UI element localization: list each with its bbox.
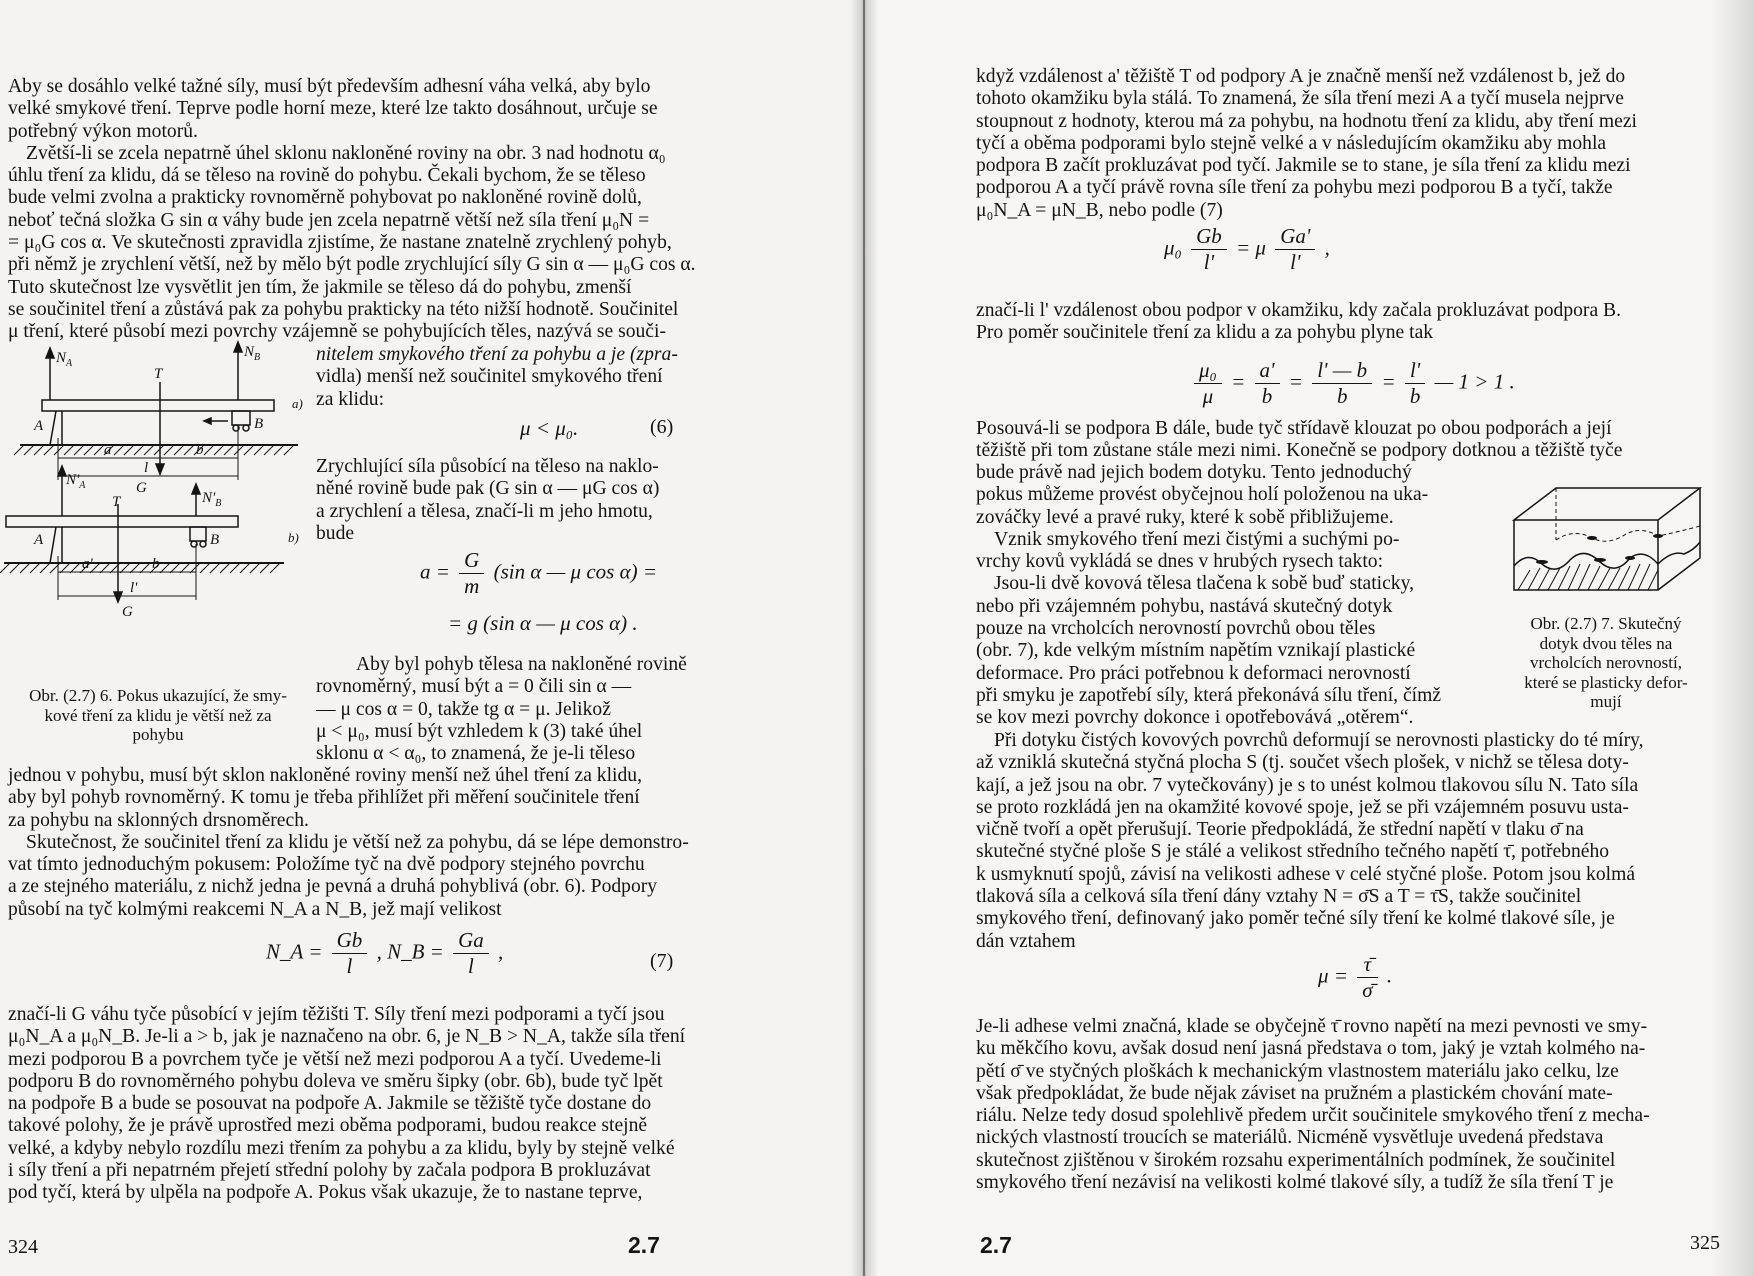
text-line: Aby se dosáhlo velké tažné síly, musí být především adhesní váha velká, aby bylo: [8, 76, 651, 97]
text-line: pod tyčí, která by ulpěla na podpoře A. Pokus však ukazuje, že to nastane teprve,: [8, 1182, 643, 1204]
text-line: pouze na vrcholcích nerovností povrchů obou těles: [976, 618, 1376, 640]
text-line: mezi podporou B a povrchem tyče je větší než mezi podporou A a tyčí. Uvedeme-li: [8, 1048, 662, 1070]
text-line: vidla) menší než součinitel smykového tření: [316, 366, 663, 388]
text-line: smykového tření, definovaný jako poměr tečné síly tření ke kolmé tlakové síle, je: [976, 908, 1615, 930]
fraction-denominator: l: [467, 954, 474, 978]
caption-line: Obr. (2.7) 6. Pokus ukazující, že smy-: [29, 686, 287, 705]
fraction-numerator: τ̄: [1357, 952, 1377, 978]
caption-line: mují: [1590, 692, 1622, 711]
label-B-b: B: [210, 532, 220, 548]
text-line: Aby byl pohyb tělesa na nakloněné rovině: [356, 654, 687, 675]
fraction-denominator: σ̄: [1362, 978, 1373, 1002]
fraction-denominator: l: [346, 954, 353, 978]
text-line: Zrychlující síla působící na těleso na naklo-: [316, 456, 659, 477]
right-paragraph-contact: [976, 462, 1480, 730]
label-NA: $N_A$: [56, 350, 73, 369]
text-line: neboť tečná složka G sin α váhy bude jen zcela nepatrně větší než síla tření μ₀N =: [8, 209, 650, 231]
text-line: bude velmi zvolna a prakticky rovnoměrně pohybovat po nakloněné rovině dolů,: [8, 187, 642, 209]
label-B-a: B: [254, 416, 264, 432]
fraction: [332, 928, 368, 979]
text-line: bude: [316, 522, 355, 544]
text-line: vrchy kovů vykládá se dnes v hrubých rysech takto:: [976, 551, 1384, 573]
text-line: velké smykové tření. Teprve podle horní meze, které lze takto dosáhnout, určuje se: [8, 98, 658, 120]
text-line: (obr. 7), kde velkým místním napětím vznikají plastické: [976, 640, 1416, 662]
formula-lhs: N_A =: [266, 939, 323, 964]
text-line: dán vztahem: [976, 930, 1076, 952]
text-line: tlaková síla a celková síla tření dány vztahy N = σ̄S a T = τ̄S, takže součinitel: [976, 886, 1582, 908]
text-line: vat tímto jednoduchým pokusem: Položíme tyč na dvě podpory stejného povrchu: [8, 854, 645, 876]
text-line: pokus můžeme provést obyčejnou holí položenou na uka-: [976, 484, 1429, 506]
page-number-left: 324: [8, 1236, 38, 1258]
fraction-numerator: μ₀: [1194, 358, 1222, 384]
text-line: Při dotyku čistých kovových povrchů deformují se nerovnosti plasticky do té míry,: [994, 730, 1644, 751]
text-line: značí-li G váhu tyče působící v jejím těžišti T. Síly tření mezi podporami a tyčí jsou: [8, 1004, 665, 1025]
caption-line: pohybu: [132, 725, 184, 744]
text-line: když vzdálenost a' těžiště T od podpory A je značně menší než vzdálenost b, jež do: [976, 66, 1626, 87]
text-line: na podpoře B a bude se posouvat na podpoře A. Jakmile se těžiště tyče dostane do: [8, 1093, 652, 1115]
text-line: za klidu:: [316, 388, 385, 410]
text-line: bude právě nad jejich bodem dotyku. Tento jednoduchý: [976, 462, 1412, 483]
text-line: značí-li l' vzdálenost obou podpor v okamžiku, kdy začala prokluzávat podpora B.: [976, 300, 1622, 321]
fraction-numerator: G: [459, 548, 484, 574]
label-NA2: $N'_A$: [66, 472, 86, 491]
text-line: a ze stejného materiálu, z nichž jedna je pevná a druhá pohyblivá (obr. 6). Podpory: [8, 876, 658, 898]
section-number-left: 2.7: [628, 1232, 660, 1258]
text-line: Posouvá-li se podpora B dále, bude tyč střídavě klouzat po obou podporách a její: [976, 418, 1612, 439]
text-line: jednou v pohybu, musí být sklon nakloněné roviny menší než úhel tření za klidu,: [8, 765, 642, 786]
fraction: [1275, 224, 1315, 275]
equation-number-7: (7): [650, 950, 674, 972]
text-line: smykového tření nezávisí na velikosti kolmé tlakové síly, a tudíž že síla tření T je: [976, 1172, 1614, 1194]
text-line: deformace. Pro práci potřebnou k deformaci nerovností: [976, 662, 1411, 684]
text-line: velké, a kdyby nebylo rozdílu mezi třením za pohybu a za klidu, byly by stejně velké: [8, 1137, 675, 1159]
text-line: se proto rozkládá jen na okamžité kovové spoje, jež se při vzájemném posuvu usta-: [976, 796, 1629, 818]
text-line: i síly tření a při nepatrném přejetí střední polohy by začala podpora B prokluzávat: [8, 1160, 651, 1182]
label-A-b: A: [34, 532, 44, 548]
fraction-denominator: l': [1203, 250, 1215, 274]
formula-mu-ratio: [1318, 952, 1392, 1003]
text-line: — μ cos α = 0, takže tg α = μ. Jelikož: [316, 698, 611, 720]
text-line: něné rovině bude pak (G sin α — μG cos α): [316, 478, 660, 500]
text-line: těžiště při tom zůstane stále mezi nimi. Konečně se podpory dotknou a těžiště tyče: [976, 440, 1623, 462]
text-line: nitelem smykového tření za pohybu a je (zpra-: [316, 344, 678, 365]
text-line: podpora B začít prokluzávat pod tyčí. Jakmile se to stane, je síla tření za klidu mezi: [976, 155, 1631, 177]
fraction: [1255, 358, 1280, 409]
text-line: podporu B do rovnoměrného pohybu doleva ve směru šipky (obr. 6b), bude tyč lpět: [8, 1070, 663, 1092]
right-paragraph-top: [976, 66, 1664, 222]
figure-7-diagram: [1508, 480, 1708, 610]
fraction-numerator: Ga: [453, 928, 489, 954]
text-line: se kov mezi povrchy dokonce i opotřebovává „otěrem“.: [976, 707, 1414, 729]
formula-lhs: μ =: [1318, 963, 1348, 988]
formula-mid: = μ: [1236, 235, 1266, 260]
left-paragraph-definition: [316, 344, 676, 411]
fraction-numerator: Gb: [1191, 224, 1227, 250]
acceleration-formula-line2: = g (sin α — μ cos α) .: [448, 611, 638, 635]
section-number-right: 2.7: [980, 1232, 1012, 1258]
fraction-denominator: b: [1336, 384, 1348, 408]
figure-6-caption: [8, 686, 308, 745]
text-line: tohoto okamžiku byla stálá. To znamená, že síla tření mezi A a tyčí musela nejprve: [976, 88, 1624, 110]
formula-friction-equality: [1164, 224, 1330, 275]
label-b-part: b): [288, 530, 299, 545]
label-T-a: T: [154, 366, 163, 382]
caption-line: které se plasticky defor-: [1524, 672, 1688, 692]
text-line: μ₀N_A = μN_B, nebo podle (7): [976, 199, 1223, 221]
text-line: podporou A a tyčí právě rovna síle tření za pohybu mezi podporou B a tyčí, takže: [976, 177, 1613, 199]
figure-6-diagram: [0, 344, 320, 682]
dim-a: a: [104, 442, 112, 458]
fraction-numerator: Ga': [1275, 224, 1315, 250]
fraction: [1191, 224, 1227, 275]
text-line: Zvětší-li se zcela nepatrně úhel sklonu nakloněné roviny na obr. 3 nad hodnotu α₀: [26, 142, 666, 164]
text-line: kají, a jež jsou na obr. 7 vytečkovány) je s to unést kolmou tlakovou sílu N. Tato síla: [976, 774, 1639, 796]
text-line: potřebný výkon motorů.: [8, 120, 198, 142]
formula-end: ,: [498, 939, 504, 964]
text-line: k usmyknutí spojů, závisí na velikosti adhese v celé styčné ploše. Potom jsou kolmá: [976, 863, 1636, 885]
text-line: však předpokládat, že bude nějak záviset na pružném a plastickém chování mate-: [976, 1082, 1613, 1104]
label-T-b: T: [112, 494, 121, 510]
label-NB2: $N'_B$: [202, 490, 222, 509]
label-A-a: A: [34, 418, 44, 434]
text-line: vičně tvoří a opět přerušují. Teorie předpokládá, že střední napětí v tlaku σ̄ na: [976, 819, 1584, 841]
caption-line: vrcholcích nerovností,: [1529, 653, 1682, 672]
text-line: ku měkčího kovu, avšak dosud není jasná představa o tom, jaký je vztah kolmého na-: [976, 1038, 1646, 1060]
fraction-numerator: l': [1405, 358, 1426, 384]
text-line: Skutečnost, že součinitel tření za klidu je větší než za pohybu, dá se lépe demonstro-: [26, 831, 689, 853]
left-paragraph-acceleration: [316, 456, 676, 545]
text-line: nebo při vzájemném pohybu, nastává skutečný dotyk: [976, 595, 1393, 617]
text-line: μ₀N_A a μ₀N_B. Je-li a > b, jak je naznačeno na obr. 6, je N_B > N_A, takže síla tření: [8, 1026, 686, 1048]
text-line: skutečné styčné ploše S je stálé a velikost středního tečného napětí τ̄, potřebného: [976, 841, 1610, 863]
label-a-part: a): [292, 396, 303, 411]
text-line: Jsou-li dvě kovová tělesa tlačena k sobě buď staticky,: [994, 573, 1415, 595]
formula-end: .: [1386, 963, 1393, 988]
text-line: μ < μ₀, musí být vzhledem k (3) také úhel: [316, 720, 643, 742]
formula-mid: , N_B =: [376, 939, 444, 964]
label-G-b: G: [122, 604, 133, 620]
fraction: [459, 548, 484, 599]
label-G-a: G: [136, 480, 147, 496]
right-paragraph-sliding: [976, 418, 1664, 463]
text-line: Tuto skutečnost lze vysvětlit jen tím, že jakmile se těleso dá do pohybu, zmenší: [8, 276, 632, 298]
acceleration-formula: [420, 548, 657, 599]
formula-lhs: a =: [420, 559, 450, 584]
text-line: μ tření, které působí mezi povrchy vzájemně se pohybujících těles, nazývá se souči-: [8, 321, 666, 343]
text-line: za pohybu na sklonných drsnoměrech.: [8, 809, 309, 831]
fraction: [1194, 358, 1222, 409]
left-paragraph-intro: [8, 76, 696, 344]
fraction-numerator: l' — b: [1312, 358, 1372, 384]
text-line: Je-li adhese velmi značná, klade se obyčejně τ̄ rovno napětí na mezi pevnosti ve smy-: [976, 1016, 1648, 1037]
text-line: působí na tyč kolmými reakcemi N_A a N_B, jež mají velikost: [8, 898, 502, 920]
fraction-denominator: μ: [1202, 384, 1214, 408]
fraction: [1357, 952, 1377, 1003]
dim-b2: b: [152, 556, 160, 572]
fraction-denominator: l': [1290, 250, 1301, 274]
left-paragraph-uniform: [316, 654, 687, 765]
fraction-numerator: a': [1255, 358, 1280, 384]
text-line: stoupnout z hodnoty, kterou má za pohybu, na hodnotu tření za klidu, aby tření mezi: [976, 110, 1637, 132]
text-line: při němž je zrychlení větší, než by mělo být podle zrychlující síly G sin α — μ₀G cos α.: [8, 254, 696, 276]
dim-b: b: [196, 442, 204, 458]
fraction: [453, 928, 489, 979]
formula-end: — 1 > 1 .: [1434, 369, 1515, 394]
book-gutter: [850, 0, 878, 1276]
fraction-denominator: b: [1409, 384, 1421, 408]
text-line: a zrychlení a tělesa, značí-li m jeho hmotu,: [316, 500, 653, 522]
page-edge-shadow: [1712, 0, 1754, 1276]
text-line: nických vlastností troucích se materiálů. Nicméně vysvětluje uvedená představa: [976, 1127, 1604, 1149]
text-line: = μ₀G cos α. Ve skutečnosti zpravidla zjistíme, že nastane znatelně zrychlený pohyb,: [8, 232, 672, 254]
caption-line: dotyk dvou těles na: [1539, 633, 1673, 653]
fraction-denominator: m: [464, 574, 480, 598]
formula-pre: μ₀: [1164, 235, 1182, 260]
right-paragraph-ratio-intro: [976, 300, 1664, 345]
formula-ratio: $\frac{\text{μ₀}}{\mu}$ = $\frac{a'}{b}$ = $\frac{l' — b}{b}$ = $\frac{l'}{b}$ — 1 > 1 .: [1190, 358, 1515, 409]
formula-rest: (sin α — μ cos α) =: [493, 559, 658, 584]
text-line: sklonu α < α₀, to znamená, že je-li těleso: [316, 743, 636, 765]
left-paragraph-analysis: [8, 1004, 686, 1205]
left-paragraph-experiment: [8, 765, 689, 921]
fraction-numerator: Gb: [332, 928, 368, 954]
right-paragraph-theory: [976, 730, 1664, 953]
text-line: tyčí a oběma podporami bylo stejně velké a v následujícím okamžiku aby mohla: [976, 132, 1607, 154]
text-line: riálu. Nelze tedy dosud spolehlivě předem určit součinitele smykového tření z mecha-: [976, 1105, 1650, 1127]
right-paragraph-adhesion: [976, 1016, 1664, 1194]
text-line: pětí σ̄ ve styčných ploškách k mechanickým vlastnostem materiálu jako celku, lze: [976, 1060, 1619, 1082]
fraction: [1312, 358, 1372, 409]
caption-line: Obr. (2.7) 7. Skutečný: [1530, 614, 1682, 633]
fraction: [1405, 358, 1426, 409]
text-line: zováčky levé a pravé ruky, které k sobě přibližujeme.: [976, 506, 1394, 528]
text-line: úhlu tření za klidu, dá se těleso na rovině do pohybu. Čekali bychom, že se těleso: [8, 165, 646, 187]
equation-number-6: (6): [650, 416, 674, 438]
formula-end: ,: [1324, 235, 1330, 260]
dim-a2: a': [82, 556, 93, 572]
text-line: až vzniklá skutečná styčná plocha S (tj. součet všech plošek, v nichž se tělesa doty-: [976, 752, 1629, 774]
text-line: takové polohy, že je právě uprostřed mezi oběma podporami, budou reakce stejně: [8, 1115, 648, 1137]
text-line: při smyku je zapotřebí síly, která překonává sílu tření, čímž: [976, 684, 1442, 706]
dim-l: l: [144, 460, 149, 476]
text-line: skutečnost zjištěnou v širokém rozsahu experimentálních podmínek, že součinitel: [976, 1149, 1616, 1171]
text-line: Vznik smykového tření mezi čistými a suchými po-: [994, 528, 1400, 550]
page-number-right: 325: [1690, 1232, 1720, 1254]
fraction-denominator: b: [1261, 384, 1273, 408]
caption-line: kové tření za klidu je větší než za: [44, 705, 272, 725]
text-line: se součinitel tření a zůstává pak za pohybu prakticky na této nižší hodnotě. Součinitel: [8, 298, 679, 320]
text-line: aby byl pohyb rovnoměrný. K tomu je třeba přihlížet při měření součinitele tření: [8, 787, 640, 809]
formula-7: [266, 928, 503, 979]
formula-6: μ < μ₀.: [520, 416, 579, 440]
label-NB: $N_B$: [244, 344, 261, 363]
text-line: rovnoměrný, musí být a = 0 čili sin α —: [316, 676, 632, 698]
figure-7-caption: [1508, 614, 1704, 712]
text-line: Pro poměr součinitele tření za klidu a za pohybu plyne tak: [976, 322, 1434, 344]
dim-l2: l': [130, 580, 138, 596]
